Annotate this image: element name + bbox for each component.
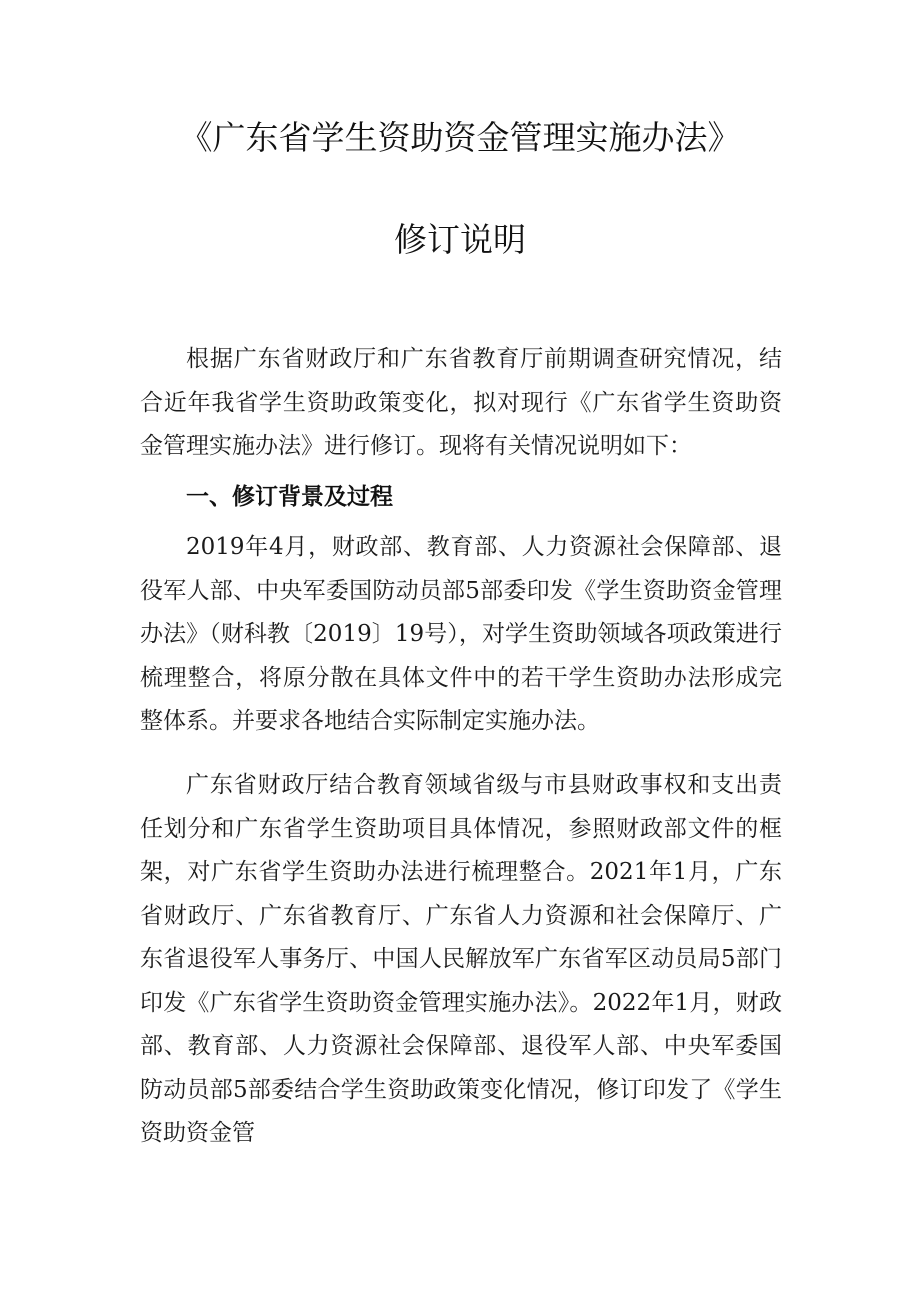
document-subtitle: 修订说明 — [394, 220, 526, 259]
section1-paragraph-2: 广东省财政厅结合教育领域省级与市县财政事权和支出责任划分和广东省学生资助项目具体情况，参照财政部文件的框架，对广东省学生资助办法进行梳理整合。2021年1月，广东省财政厅、广东省教育厅、广东省人力资源和社会保障厅、广东省退役军人事务厅、中国人民解放军广东省军区动员局5部门印发《广东省学生资助资金管理实施办法》。2022年1月，财政部、教育部、人力资源社会保障部、退役军人部、中央军委国防动员部5部委结合学生资助政策变化情况，修订印发了《学生资助资金管 — [140, 772, 782, 1146]
section1-paragraph-1: 2019年4月，财政部、教育部、人力资源社会保障部、退役军人部、中央军委国防动员部5部委印发《学生资助资金管理办法》（财科教〔2019〕19号），对学生资助领域各项政策进行梳理整合，将原分散在具体文件中的若干学生资助办法形成完整体系。并要求各地结合实际制定实施办法。 — [140, 534, 782, 734]
document-title: 《广东省学生资助资金管理实施办法》 — [179, 118, 741, 157]
section-heading: 一、修订背景及过程 — [186, 484, 393, 510]
intro-paragraph: 根据广东省财政厅和广东省教育厅前期调查研究情况，结合近年我省学生资助政策变化，拟对现行《广东省学生资助资金管理实施办法》进行修订。现将有关情况说明如下： — [140, 346, 782, 459]
